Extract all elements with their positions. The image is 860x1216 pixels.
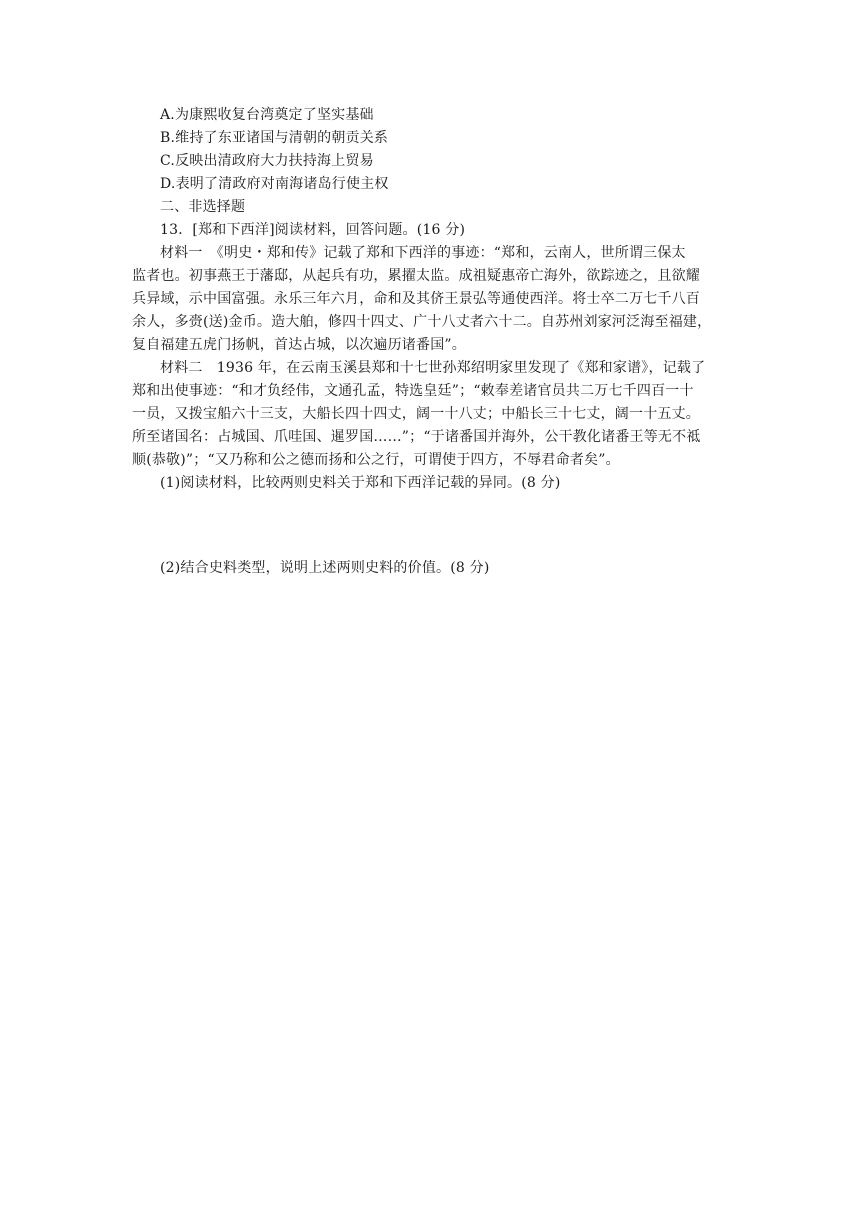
option-d: D.表明了清政府对南海诸岛行使主权 (160, 176, 389, 192)
material1-line: 材料一 《明史・郑和传》记载了郑和下西洋的事迹：“郑和，云南人，世所谓三保太 (160, 245, 686, 261)
material2-line: 郑和出使事迹：“和才负经伟，文通孔孟，特选皇廷”；“敕奉差诸官员共二万七千四百一十 (132, 383, 694, 399)
material2-line: 材料二 1936 年，在云南玉溪县郑和十七世孙郑绍明家里发现了《郑和家谱》，记载了 (160, 360, 706, 376)
material1-line: 兵异域，示中国富强。永乐三年六月，命和及其侪王景弘等通使西洋。将士卒二万七千八百 (132, 291, 700, 307)
question-stem: 13．[郑和下西洋]阅读材料，回答问题。(16 分) (160, 222, 466, 238)
option-c: C.反映出清政府大力扶持海上贸易 (160, 153, 374, 169)
subquestion-1: (1)阅读材料，比较两则史料关于郑和下西洋记载的异同。(8 分) (160, 475, 561, 491)
material1-line: 监者也。初事燕王于藩邸，从起兵有功，累擢太监。成祖疑惠帝亡海外，欲踪迹之，且欲耀 (132, 268, 700, 284)
option-b: B.维持了东亚诸国与清朝的朝贡关系 (160, 130, 389, 146)
material2-line: 顺(恭敬)”；“又乃称和公之德而扬和公之行，可谓使于四方，不辱君命者矣”。 (132, 452, 620, 468)
section-title: 二、非选择题 (160, 199, 246, 215)
material2-line: 一员，又拨宝船六十三支，大船长四十四丈，阔一十八丈；中船长三十七丈，阔一十五丈。 (132, 406, 700, 422)
material1-line: 余人，多赍(送)金币。造大舶，修四十四丈、广十八丈者六十二。自苏州刘家河泛海至福建， (132, 314, 712, 330)
option-a: A.为康熙收复台湾奠定了坚实基础 (160, 107, 374, 123)
material2-line: 所至诸国名：占城国、爪哇国、暹罗国……”；“于诸番国并海外，公干教化诸番王等无不祗 (132, 429, 701, 445)
material1-line: 复自福建五虎门扬帆，首达占城，以次遍历诸番国”。 (132, 337, 466, 353)
subquestion-2: (2)结合史料类型，说明上述两则史料的价值。(8 分) (160, 560, 490, 576)
